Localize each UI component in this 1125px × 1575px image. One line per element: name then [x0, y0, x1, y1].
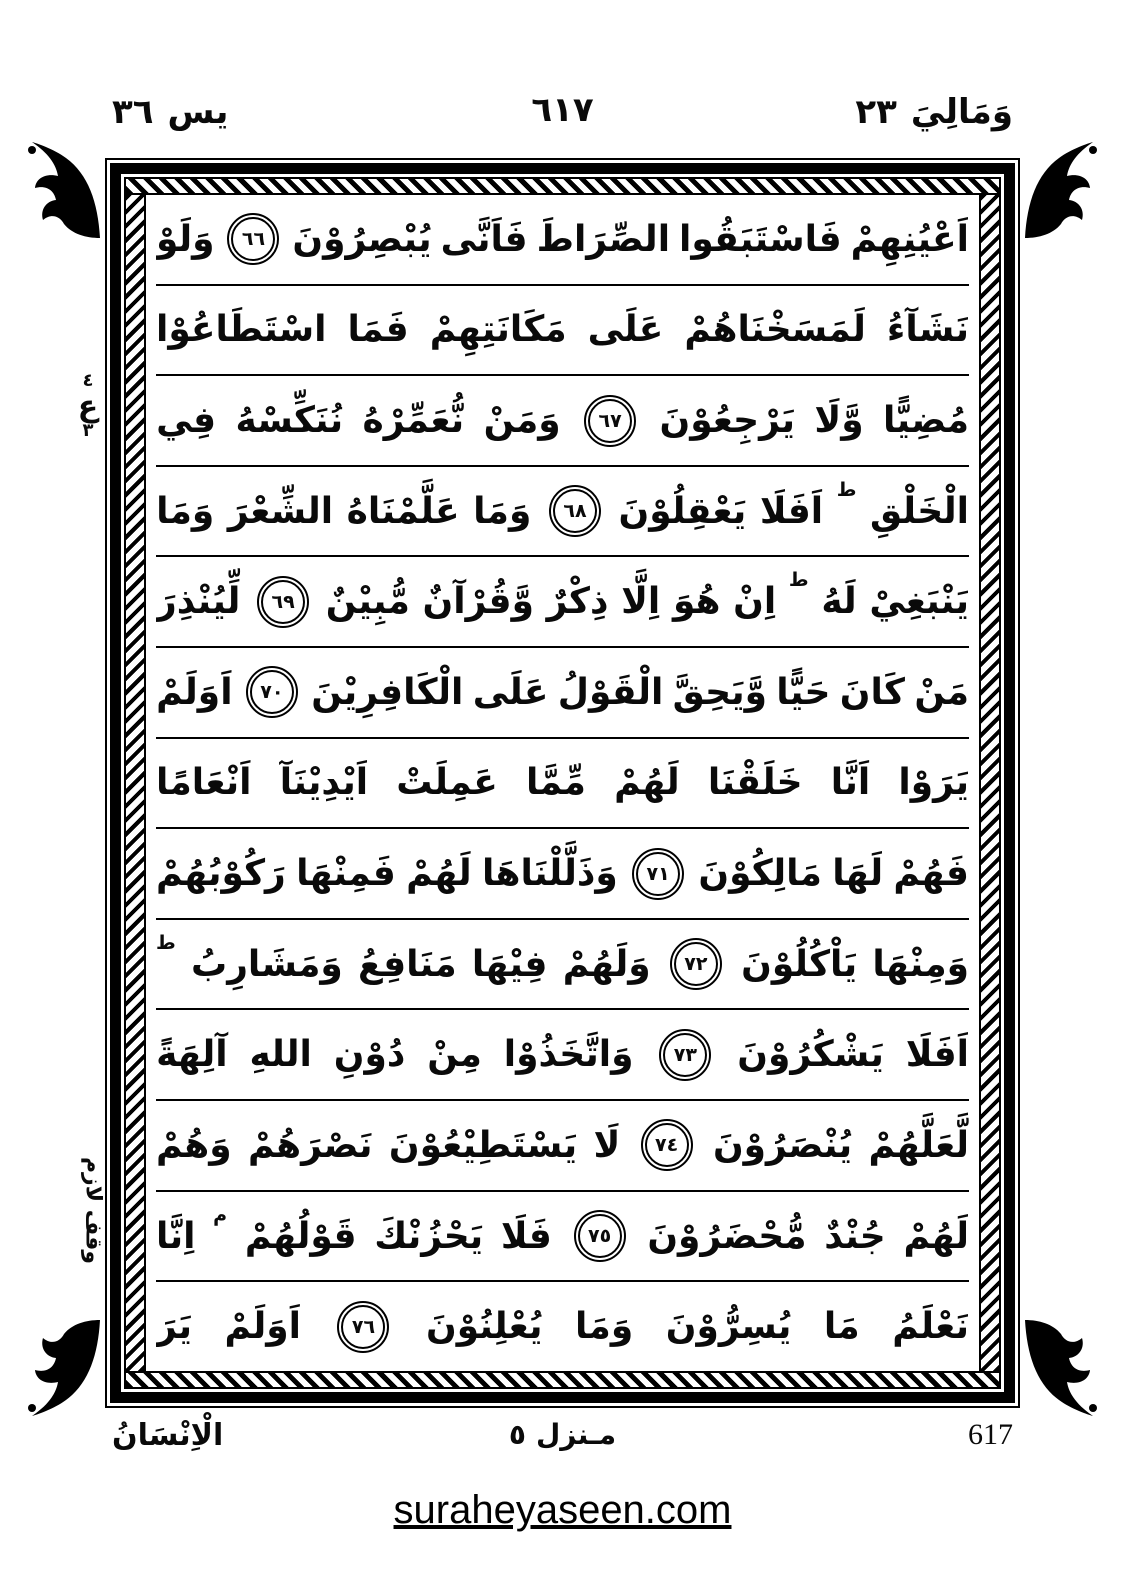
website-link[interactable]: suraheyaseen.com — [393, 1488, 732, 1532]
quran-word: الشِّعْرَ — [227, 490, 334, 532]
quran-word: فَاسْتَبَقُوا — [679, 218, 842, 260]
quran-word: نَعْلَمُ — [892, 1306, 969, 1348]
waqf-sign: ط — [156, 931, 176, 954]
quran-line — [156, 376, 969, 467]
quran-line — [156, 195, 969, 286]
ayah-end-marker: ٧٠ — [250, 670, 294, 714]
header-page-number-arabic — [531, 90, 593, 130]
quran-word: اَنَّا — [830, 762, 871, 804]
quran-word: لَهُ — [821, 581, 857, 623]
ayah-end-marker: ٧٣ — [663, 1033, 707, 1077]
quran-word: مُّحْضَرُوْنَ — [647, 1215, 807, 1257]
quran-word: وَمَا — [575, 1306, 634, 1348]
quran-word: يُنْصَرُوْنَ — [712, 1124, 853, 1166]
frame-ornament-strip-left — [126, 195, 146, 1371]
quran-line — [156, 920, 969, 1011]
manzil-label — [509, 1418, 616, 1451]
quran-word: اَفَلَا — [905, 1034, 969, 1076]
quran-word: اَعْيُنِهِمْ — [850, 218, 969, 260]
surah-name: يس — [167, 92, 229, 132]
quran-word: فَاَنَّى — [440, 218, 528, 260]
quran-word: وَّقُرْآنٌ — [422, 581, 534, 623]
quran-word: وَمِنْهَا — [872, 943, 969, 985]
quran-word: فَهُمْ — [893, 853, 969, 895]
frame-middle — [126, 195, 999, 1371]
quran-word: مُّبِيْنٌ — [325, 581, 410, 623]
corner-ornament-top-left — [26, 140, 106, 240]
quran-word: مُضِيًّا — [883, 400, 969, 442]
quran-word: نَصْرَهُمْ — [247, 1124, 373, 1166]
quran-line — [156, 829, 969, 920]
quran-word: لَهُمْ — [903, 1215, 969, 1257]
quran-word: خَلَقْنَا — [707, 762, 803, 804]
frame-border-band — [110, 163, 1015, 1403]
quran-word: اسْتَطَاعُوْا — [156, 309, 327, 351]
quran-word: يَاْكُلُوْنَ — [741, 943, 858, 985]
quran-word: لِّيُنْذِرَ — [156, 581, 241, 623]
quran-word: آلِهَةً — [156, 1034, 228, 1076]
quran-word: رَكُوْبُهُمْ — [156, 853, 286, 895]
ayah-end-marker: ٧٢ — [674, 942, 718, 986]
ayah-end-marker: ٧١ — [636, 852, 680, 896]
corner-ornament-bottom-right — [1019, 1318, 1099, 1418]
quran-word: اِلَّا — [621, 581, 661, 623]
quran-word: مَالِكُوْنَ — [698, 853, 822, 895]
quran-word: عَلَى — [587, 309, 664, 351]
quran-line — [156, 557, 969, 648]
waqf-sign: ط — [836, 478, 857, 501]
quran-word: مِنْ — [427, 1034, 482, 1076]
quran-word: لَهُمْ — [614, 762, 680, 804]
mushaf-frame — [105, 158, 1020, 1408]
quran-word: يَعْقِلُوْنَ — [618, 490, 747, 532]
page-number: 617 — [968, 1418, 1013, 1451]
quran-word: اللهِ — [249, 1034, 312, 1076]
ruku-marker — [68, 372, 108, 441]
quran-word: فَمَا — [347, 309, 409, 351]
frame-ornament-band-top — [126, 179, 999, 195]
ruku-ain-sign: ع — [77, 388, 99, 424]
quran-word: اَفَلَا — [759, 490, 824, 532]
quran-word: يُعْلِنُوْنَ — [425, 1306, 543, 1348]
waqf-sign: ط — [788, 569, 809, 592]
quran-word: الْقَوْلُ — [557, 671, 664, 713]
quran-word: وَذَلَّلْنَاهَا — [481, 853, 618, 895]
quran-word: اَوَلَمْ — [156, 671, 233, 713]
quran-word: وَاتَّخَذُوْا — [503, 1034, 634, 1076]
frame-ornament-strip-right — [979, 195, 999, 1371]
quran-word: دُوْنِ — [333, 1034, 406, 1076]
ayah-end-marker: ٦٧ — [588, 399, 632, 443]
quran-word: وَلَهُمْ — [562, 943, 651, 985]
manzil-word: مـنزل — [536, 1418, 617, 1451]
ayah-end-marker: ٧٥ — [578, 1214, 622, 1258]
quran-word: الْخَلْقِ — [870, 490, 969, 532]
quran-word: يَرَ — [156, 1306, 192, 1348]
quran-word: نُّعَمِّرْهُ — [362, 400, 465, 442]
frame-inner — [124, 177, 1001, 1389]
quran-word: كَانَ — [839, 671, 905, 713]
quran-word: قَوْلُهُمْ — [244, 1215, 357, 1257]
quran-line — [156, 739, 969, 830]
quran-word: اِنْ — [733, 581, 777, 623]
quran-word: ذِكْرٌ — [546, 581, 609, 623]
quran-word: عَلَى — [472, 671, 549, 713]
quran-word: يَسْتَطِيْعُوْنَ — [388, 1124, 578, 1166]
quran-word: اِنَّا — [156, 1215, 196, 1257]
quran-word: مِّمَّا — [526, 762, 586, 804]
quran-word: يُسِرُّوْنَ — [665, 1306, 792, 1348]
quran-word: هُوَ — [672, 581, 721, 623]
frame-ornament-band-bottom — [126, 1371, 999, 1387]
quran-word: الصِّرَاطَ — [536, 218, 671, 260]
quran-word: يَنْبَغِيْ — [869, 581, 969, 623]
manzil-number: ٥ — [508, 1418, 527, 1451]
quran-word: يَشْكُرُوْنَ — [737, 1034, 884, 1076]
ayah-end-marker: ٦٨ — [553, 489, 597, 533]
header-surah-label — [112, 92, 228, 132]
quran-word: وَمَنْ — [483, 400, 561, 442]
ayah-end-marker: ٧٦ — [341, 1305, 385, 1349]
quran-word: وَمَا — [473, 490, 532, 532]
quran-word: فَمِنْهَا — [296, 853, 396, 895]
waqf-lazim-note: وقف لازم — [80, 1156, 106, 1265]
waqf-sign: م — [213, 1203, 228, 1226]
quran-word: جُنْدٌ — [824, 1215, 886, 1257]
corner-ornament-bottom-left — [26, 1318, 106, 1418]
quran-word: نَشَآءُ — [886, 309, 969, 351]
ayah-end-marker: ٦٩ — [261, 580, 305, 624]
quran-word: عَلَّمْنَاهُ — [346, 490, 460, 532]
quran-line — [156, 648, 969, 739]
quran-word: لَهُمْ — [406, 853, 472, 895]
quran-word: الْكَافِرِيْنَ — [311, 671, 464, 713]
quran-word: فِيْهَا — [471, 943, 548, 985]
quran-word: لَهَا — [832, 853, 884, 895]
quran-word: مَنَافِعُ — [358, 943, 457, 985]
page-number-arabic: ٦١٧ — [531, 90, 594, 130]
quran-word: فَلَا — [500, 1215, 552, 1257]
quran-word: يَحْزُنْكَ — [374, 1215, 484, 1257]
quran-word: وَمَا — [156, 490, 215, 532]
quran-word: لَمَسَخْنَاهُمْ — [684, 309, 866, 351]
quran-word: مَكَانَتِهِمْ — [429, 309, 567, 351]
quran-word: مَنْ — [914, 671, 969, 713]
quran-word: نُنَكِّسْهُ — [235, 400, 344, 442]
next-surah-catchword: الْاِنْسَانُ — [112, 1418, 224, 1453]
quran-word: وَلَوْ — [156, 218, 215, 260]
quran-word: حَيًّا — [776, 671, 831, 713]
quran-line — [156, 467, 969, 558]
quran-word: اَوَلَمْ — [224, 1306, 301, 1348]
surah-number: ٣٦ — [112, 92, 154, 132]
header-juz-label — [855, 92, 1013, 132]
ayah-end-marker: ٦٦ — [231, 217, 275, 261]
quran-word: يَرْجِعُوْنَ — [659, 400, 795, 442]
quran-word: مَا — [823, 1306, 860, 1348]
quran-line — [156, 1282, 969, 1371]
quran-word: وَهُمْ — [156, 1124, 232, 1166]
quran-word: وَّيَحِقَّ — [672, 671, 767, 713]
ayah-end-marker: ٧٤ — [645, 1123, 689, 1167]
quran-word: فِي — [156, 400, 217, 442]
quran-word: لَا — [593, 1124, 621, 1166]
juz-name: وَمَالِيَ — [910, 92, 1013, 132]
ruku-number-below: ٣ — [82, 420, 94, 442]
quran-word: يَرَوْا — [898, 762, 969, 804]
quran-word: يُبْصِرُوْنَ — [292, 218, 432, 260]
ruku-number-above: ٤ — [82, 370, 94, 391]
quran-word: لَّعَلَّهُمْ — [868, 1124, 969, 1166]
quran-line — [156, 1192, 969, 1283]
quran-word: وَّلَا — [814, 400, 864, 442]
juz-number: ٢٣ — [855, 92, 897, 132]
quran-line — [156, 1101, 969, 1192]
quran-word: اَنْعَامًا — [156, 762, 252, 804]
quran-word: وَمَشَارِبُ — [191, 943, 343, 985]
quran-line — [156, 286, 969, 377]
corner-ornament-top-right — [1019, 140, 1099, 240]
quran-word: اَيْدِيْنَآ — [279, 762, 369, 804]
quran-word: عَمِلَتْ — [396, 762, 498, 804]
quran-line — [156, 1010, 969, 1101]
quran-lines — [146, 195, 979, 1371]
